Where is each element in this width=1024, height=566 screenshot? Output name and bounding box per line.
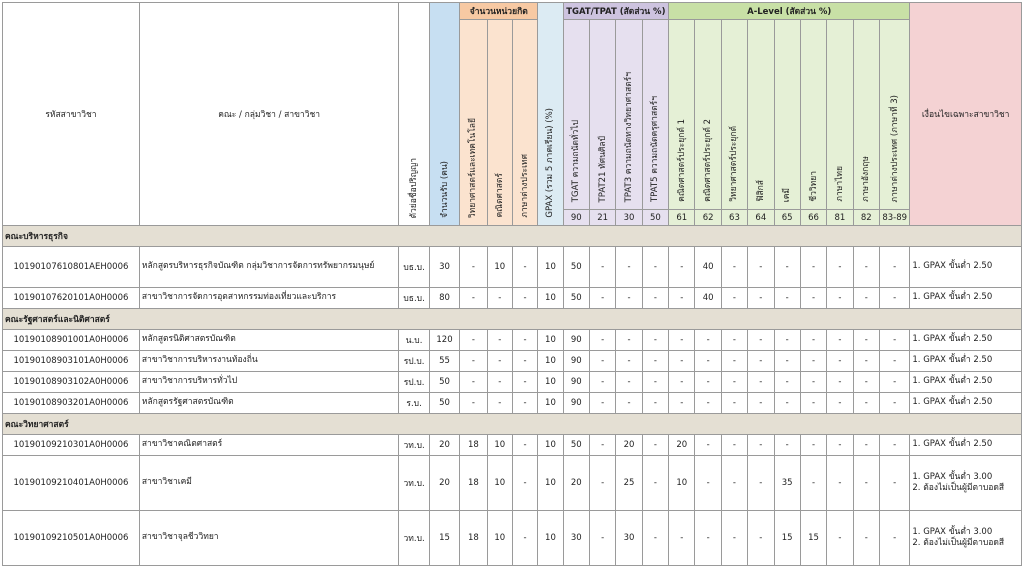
credits-value: - [460,393,487,414]
alevel-value: - [774,351,800,372]
tgat-code: 90 [563,210,589,226]
condition-text: 1. GPAX ขั้นต่ำ 3.00 2. ต้องไม่เป็นผู้มีตาบอดสี [910,456,1022,511]
alevel-value: - [721,511,747,566]
quota-value: 120 [429,330,459,351]
alevel-value: - [669,330,695,351]
alevel-col-header: วิทยาศาสตร์ประยุกต์ [729,126,740,202]
section-row [3,309,1022,330]
tgat-col-header: TPAT21 ทัศนศิลป์ [597,135,608,202]
tgat-col-cell [563,20,589,210]
gpax-value: 10 [538,247,563,288]
tgat-value: 50 [563,247,589,288]
alevel-value: - [827,435,853,456]
credits-value: 10 [487,511,512,566]
header-row-groups [3,3,1022,20]
tgat-value: - [589,435,615,456]
tgat-value: - [642,393,668,414]
header-tgat-group: TGAT/TPAT (สัดส่วน %) [563,3,668,20]
alevel-value: - [800,351,826,372]
credits-value: - [512,288,537,309]
credits-col-header: คณิตศาสตร์ [494,173,505,218]
alevel-col-cell [695,20,721,210]
tgat-value: - [642,288,668,309]
alevel-value: 40 [695,288,721,309]
alevel-value: - [721,351,747,372]
alevel-value: - [827,393,853,414]
alevel-value: - [853,351,879,372]
alevel-col-cell [800,20,826,210]
condition-text: 1. GPAX ขั้นต่ำ 2.50 [910,330,1022,351]
tgat-col-cell [616,20,642,210]
alevel-value: - [721,247,747,288]
alevel-col-cell [669,20,695,210]
program-code: 10190107620101A0H0006 [3,288,140,309]
program-code: 10190108901001A0H0006 [3,330,140,351]
alevel-col-header: ชีววิทยา [808,171,819,202]
alevel-value: - [669,511,695,566]
gpax-value: 10 [538,288,563,309]
condition-text: 1. GPAX ขั้นต่ำ 2.50 [910,393,1022,414]
credits-value: - [460,372,487,393]
alevel-value: - [879,511,909,566]
tgat-value: - [616,247,642,288]
header-gpax: GPAX (รวม 5 ภาคเรียน) (%) [545,108,556,218]
program-code: 10190108903101A0H0006 [3,351,140,372]
tgat-code: 21 [589,210,615,226]
degree-abbr: รป.บ. [399,372,429,393]
alevel-value: - [695,351,721,372]
tgat-value: - [642,330,668,351]
credits-value: 18 [460,435,487,456]
credits-value: 18 [460,456,487,511]
credits-col-cell [487,20,512,226]
alevel-value: - [748,288,774,309]
tgat-col-cell [589,20,615,210]
alevel-value: - [774,393,800,414]
alevel-code: 65 [774,210,800,226]
credits-value: - [512,247,537,288]
gpax-value: 10 [538,330,563,351]
alevel-value: - [774,247,800,288]
degree-abbr: บธ.บ. [399,288,429,309]
credits-col-cell [460,20,487,226]
header-quota-cell [429,3,459,226]
tgat-code: 30 [616,210,642,226]
alevel-value: - [721,330,747,351]
tgat-value: - [642,456,668,511]
alevel-value: - [853,330,879,351]
alevel-value: 35 [774,456,800,511]
alevel-value: - [853,372,879,393]
program-name: หลักสูตรบริหารธุรกิจบัณฑิต กลุ่มวิชาการจัดการทรัพยากรมนุษย์ [139,247,399,288]
alevel-value: - [721,288,747,309]
gpax-value: 10 [538,511,563,566]
tgat-value: - [616,288,642,309]
alevel-value: - [879,351,909,372]
condition-text: 1. GPAX ขั้นต่ำ 2.50 [910,351,1022,372]
alevel-value: - [827,511,853,566]
tgat-value: - [589,372,615,393]
tgat-value: 20 [616,435,642,456]
alevel-value: - [879,372,909,393]
alevel-value: - [695,393,721,414]
alevel-value: - [669,288,695,309]
table-row [3,372,1022,393]
alevel-value: - [695,330,721,351]
tgat-value: 90 [563,393,589,414]
program-name: สาขาวิชาจุลชีววิทยา [139,511,399,566]
header-alevel-group: A-Level (สัดส่วน %) [669,3,910,20]
alevel-value: 40 [695,247,721,288]
credits-col-header: วิทยาศาสตร์และเทคโนโลยี [468,117,479,218]
alevel-value: - [748,351,774,372]
tgat-value: 50 [563,435,589,456]
alevel-value: - [853,456,879,511]
credits-value: 10 [487,435,512,456]
section-row [3,414,1022,435]
alevel-code: 82 [853,210,879,226]
alevel-code: 62 [695,210,721,226]
credits-value: - [512,372,537,393]
credits-value: 10 [487,247,512,288]
condition-text: 1. GPAX ขั้นต่ำ 2.50 [910,435,1022,456]
alevel-value: - [800,456,826,511]
alevel-value: - [879,330,909,351]
alevel-value: - [748,435,774,456]
credits-value: - [487,372,512,393]
section-title: คณะวิทยาศาสตร์ [3,414,1022,435]
alevel-value: - [879,456,909,511]
program-name: สาขาวิชาการจัดการอุตสาหกรรมท่องเที่ยวและบริการ [139,288,399,309]
program-name: สาขาวิชาเคมี [139,456,399,511]
alevel-value: - [879,435,909,456]
program-name: สาขาวิชาการบริหารงานท้องถิ่น [139,351,399,372]
program-code: 10190109210301A0H0006 [3,435,140,456]
degree-abbr: วท.บ. [399,511,429,566]
alevel-value: - [748,330,774,351]
header-credits-group: จำนวนหน่วยกิต [460,3,538,20]
tgat-value: - [589,511,615,566]
gpax-value: 10 [538,372,563,393]
credits-value: - [460,247,487,288]
alevel-value: - [669,372,695,393]
alevel-value: - [853,288,879,309]
alevel-value: - [853,435,879,456]
alevel-value: 10 [669,456,695,511]
tgat-value: 50 [563,288,589,309]
header-faculty: คณะ / กลุ่มวิชา / สาขาวิชา [139,3,399,226]
alevel-code: 81 [827,210,853,226]
alevel-value: - [774,288,800,309]
tgat-value: - [642,511,668,566]
program-name: หลักสูตรรัฐศาสตรบัณฑิต [139,393,399,414]
tgat-value: 20 [563,456,589,511]
degree-abbr: รป.บ. [399,351,429,372]
tgat-value: - [589,330,615,351]
degree-abbr: บธ.บ. [399,247,429,288]
alevel-col-header: คณิตศาสตร์ประยุกต์ 2 [703,119,714,202]
condition-text: 1. GPAX ขั้นต่ำ 2.50 [910,247,1022,288]
credits-value: - [512,511,537,566]
alevel-value: - [800,330,826,351]
header-code: รหัสสาขาวิชา [3,3,140,226]
credits-col-cell [512,20,537,226]
tgat-value: - [642,435,668,456]
alevel-code: 63 [721,210,747,226]
alevel-value: - [827,456,853,511]
alevel-value: - [827,351,853,372]
degree-abbr: วท.บ. [399,435,429,456]
alevel-value: - [800,372,826,393]
table-row [3,435,1022,456]
gpax-value: 10 [538,456,563,511]
alevel-value: - [695,511,721,566]
alevel-value: - [879,247,909,288]
table-row [3,351,1022,372]
credits-value: - [512,351,537,372]
alevel-code: 61 [669,210,695,226]
tgat-col-cell [642,20,668,210]
table-row [3,330,1022,351]
credits-value: - [512,456,537,511]
alevel-value: - [827,330,853,351]
tgat-value: 25 [616,456,642,511]
header-degree: ตัวย่อชื่อปริญญา [409,157,420,218]
alevel-value: - [721,393,747,414]
alevel-value: - [695,456,721,511]
credits-value: - [512,435,537,456]
alevel-value: - [774,435,800,456]
tgat-value: - [616,372,642,393]
degree-abbr: น.บ. [399,330,429,351]
alevel-code: 83-89 [879,210,909,226]
admission-table [2,2,1022,566]
tgat-value: 90 [563,372,589,393]
section-row [3,226,1022,247]
alevel-value: - [669,393,695,414]
tgat-col-header: TGAT ความถนัดทั่วไป [571,119,582,202]
quota-value: 30 [429,247,459,288]
tgat-value: - [589,456,615,511]
tgat-value: - [642,372,668,393]
section-title: คณะรัฐศาสตร์และนิติศาสตร์ [3,309,1022,330]
quota-value: 80 [429,288,459,309]
alevel-value: - [879,288,909,309]
table-row [3,247,1022,288]
tgat-value: 90 [563,330,589,351]
alevel-value: - [853,511,879,566]
alevel-value: - [827,372,853,393]
program-code: 10190108903102A0H0006 [3,372,140,393]
quota-value: 20 [429,456,459,511]
alevel-value: - [827,247,853,288]
alevel-col-header: ภาษาอังกฤษ [861,156,872,202]
alevel-value: - [774,330,800,351]
tgat-value: - [589,288,615,309]
tgat-value: 30 [563,511,589,566]
alevel-value: - [669,351,695,372]
credits-value: - [512,330,537,351]
gpax-value: 10 [538,435,563,456]
alevel-value: - [721,372,747,393]
alevel-value: - [748,393,774,414]
header-condition: เงื่อนไขเฉพาะสาขาวิชา [910,3,1022,226]
tgat-value: - [616,393,642,414]
program-code: 10190108903201A0H0006 [3,393,140,414]
program-name: หลักสูตรนิติศาสตรบัณฑิต [139,330,399,351]
alevel-value: - [853,247,879,288]
alevel-value: - [800,435,826,456]
degree-abbr: วท.บ. [399,456,429,511]
tgat-col-header: TPAT5 ความถนัดครุศาสตร์ฯ [650,95,661,202]
alevel-value: - [748,511,774,566]
credits-value: 18 [460,511,487,566]
alevel-col-header: คณิตศาสตร์ประยุกต์ 1 [676,119,687,202]
quota-value: 50 [429,393,459,414]
table-row [3,393,1022,414]
alevel-col-cell [853,20,879,210]
quota-value: 50 [429,372,459,393]
alevel-value: - [721,456,747,511]
alevel-col-header: ฟิสิกส์ [755,180,766,202]
alevel-value: 15 [800,511,826,566]
credits-value: - [487,288,512,309]
alevel-value: 20 [669,435,695,456]
alevel-value: - [748,372,774,393]
gpax-value: 10 [538,351,563,372]
alevel-value: 15 [774,511,800,566]
header-degree-cell [399,3,429,226]
credits-value: - [460,288,487,309]
table-row [3,511,1022,566]
alevel-col-header: ภาษาต่างประเทศ (ภาษาที่ 3) [889,94,900,202]
tgat-value: - [589,393,615,414]
tgat-value: - [616,351,642,372]
credits-value: - [460,351,487,372]
degree-abbr: ร.บ. [399,393,429,414]
credits-value: - [487,330,512,351]
quota-value: 55 [429,351,459,372]
alevel-value: - [721,435,747,456]
tgat-value: - [642,351,668,372]
header-gpax-cell [538,3,563,226]
program-code: 10190107610801AEH0006 [3,247,140,288]
section-title: คณะบริหารธุรกิจ [3,226,1022,247]
tgat-value: 30 [616,511,642,566]
tgat-value: - [642,247,668,288]
credits-value: - [460,330,487,351]
alevel-value: - [800,247,826,288]
program-name: สาขาวิชาคณิตศาสตร์ [139,435,399,456]
tgat-value: - [589,247,615,288]
alevel-value: - [695,372,721,393]
alevel-value: - [774,372,800,393]
alevel-col-cell [721,20,747,210]
program-name: สาขาวิชาการบริหารทั่วไป [139,372,399,393]
alevel-col-cell [879,20,909,210]
alevel-col-cell [748,20,774,210]
tgat-value: - [589,351,615,372]
table-row [3,456,1022,511]
condition-text: 1. GPAX ขั้นต่ำ 2.50 [910,288,1022,309]
program-code: 10190109210501A0H0006 [3,511,140,566]
alevel-col-cell [827,20,853,210]
alevel-value: - [748,247,774,288]
gpax-value: 10 [538,393,563,414]
condition-text: 1. GPAX ขั้นต่ำ 3.00 2. ต้องไม่เป็นผู้มีตาบอดสี [910,511,1022,566]
tgat-code: 50 [642,210,668,226]
quota-value: 15 [429,511,459,566]
credits-value: 10 [487,456,512,511]
condition-text: 1. GPAX ขั้นต่ำ 2.50 [910,372,1022,393]
alevel-value: - [879,393,909,414]
header-quota: จำนวนรับ (คน) [439,161,450,218]
program-code: 10190109210401A0H0006 [3,456,140,511]
tgat-value: - [616,330,642,351]
tgat-col-header: TPAT3 ความถนัดทางวิทยาศาสตร์ฯ [624,71,635,202]
alevel-code: 64 [748,210,774,226]
alevel-col-header: ภาษาไทย [834,166,845,202]
alevel-value: - [669,247,695,288]
alevel-col-header: เคมี [782,187,793,202]
quota-value: 20 [429,435,459,456]
credits-value: - [487,351,512,372]
table-row [3,288,1022,309]
credits-col-header: ภาษาต่างประเทศ [520,154,531,218]
credits-value: - [512,393,537,414]
alevel-value: - [695,435,721,456]
tgat-value: 90 [563,351,589,372]
alevel-value: - [853,393,879,414]
alevel-value: - [827,288,853,309]
alevel-value: - [800,288,826,309]
alevel-value: - [748,456,774,511]
alevel-value: - [800,393,826,414]
alevel-code: 66 [800,210,826,226]
credits-value: - [487,393,512,414]
alevel-col-cell [774,20,800,210]
